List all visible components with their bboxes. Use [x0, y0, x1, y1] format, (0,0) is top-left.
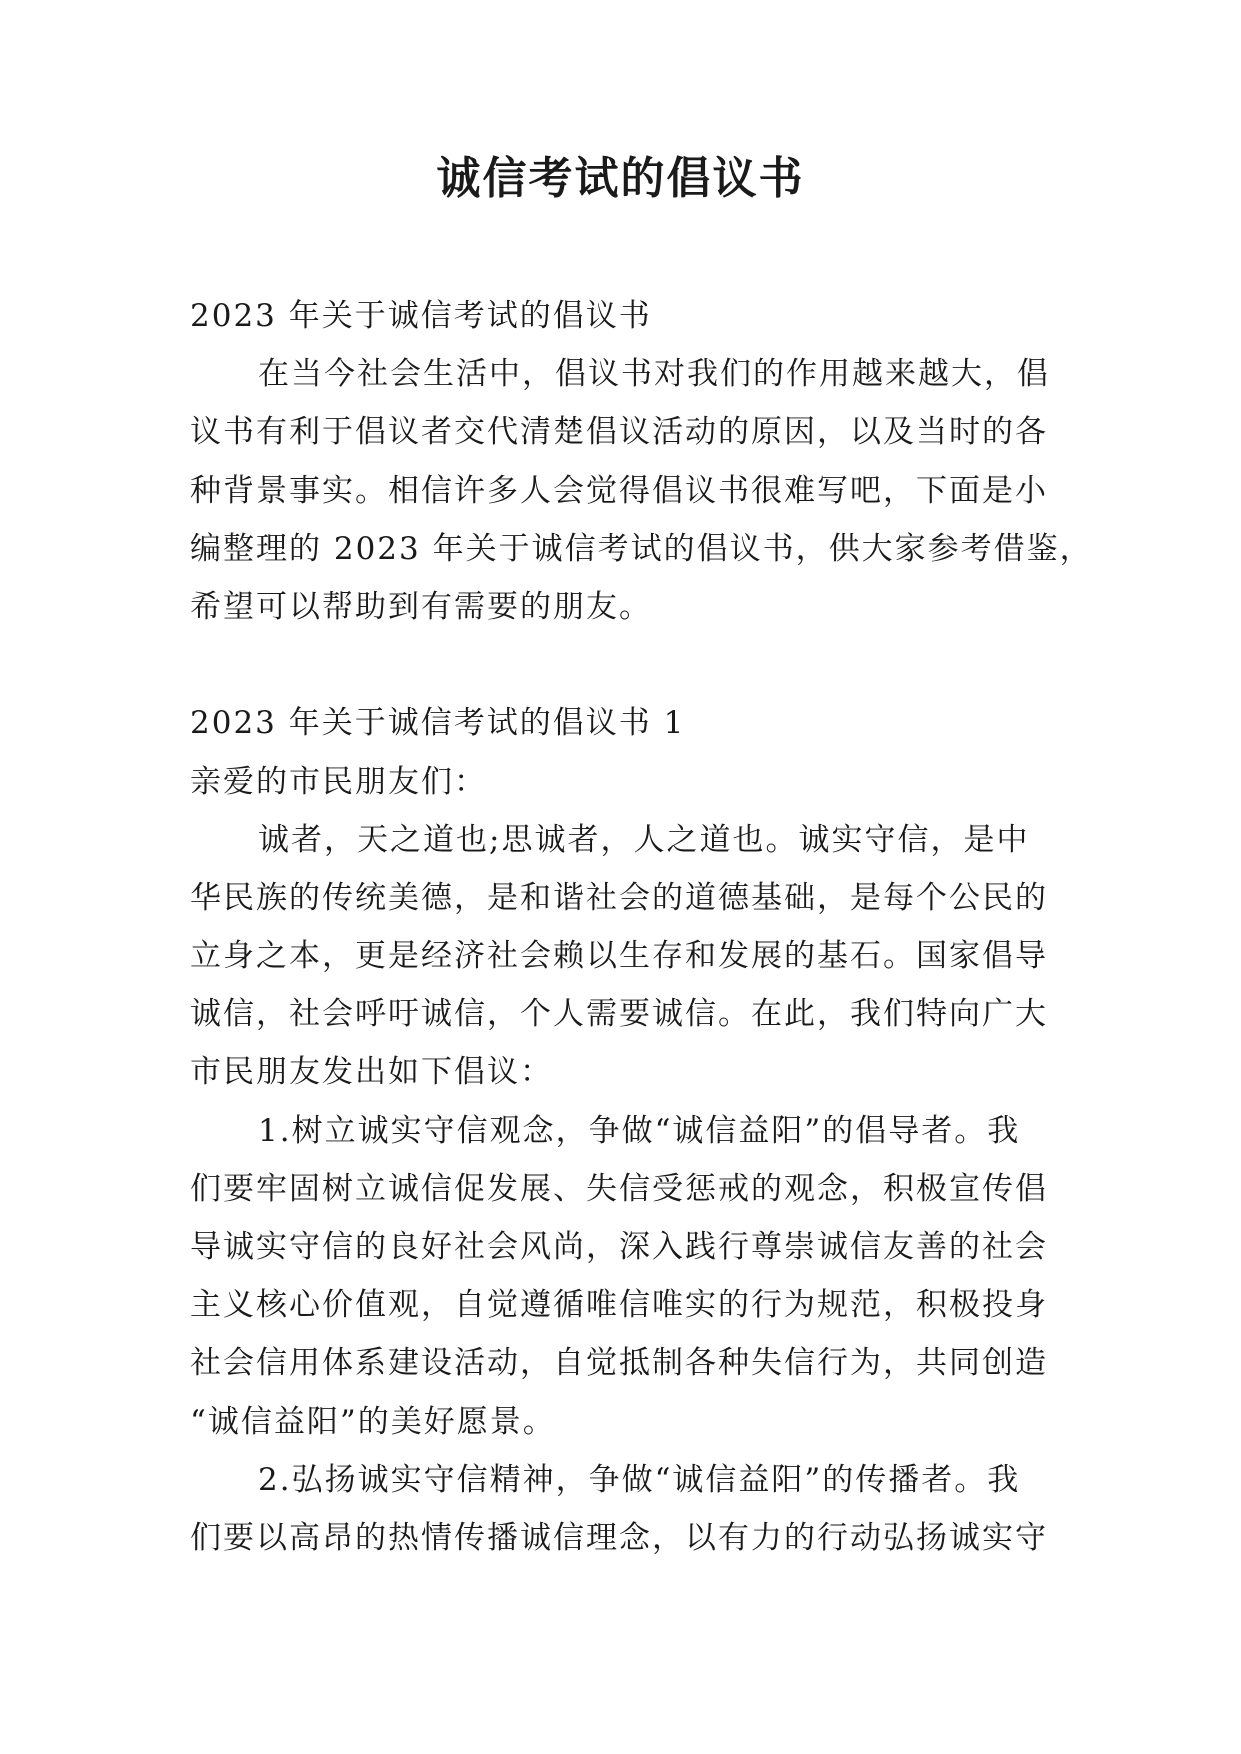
- paragraph-line: 1.树立诚实守信观念，争做“诚信益阳”的倡导者。我: [258, 1112, 1021, 1149]
- paragraph-line: 市民朋友发出如下倡议：: [190, 1054, 553, 1091]
- paragraph-line: 编整理的 2023 年关于诚信考试的倡议书，供大家参考借鉴，: [190, 530, 1093, 567]
- proposal-item-2: [190, 1451, 1070, 1567]
- paragraph-line: 希望可以帮助到有需要的朋友。: [190, 588, 652, 625]
- paragraph-line: 导诚实守信的良好社会风尚，深入践行尊崇诚信友善的社会: [190, 1229, 1048, 1265]
- intro-paragraph: [190, 345, 1093, 636]
- document-title: 诚信考试的倡议书: [436, 153, 805, 204]
- paragraph-line: 在当今社会生活中，倡议书对我们的作用越来越大，倡: [258, 356, 1050, 393]
- document-heading: 2023 年关于诚信考试的倡议书: [190, 298, 652, 334]
- paragraph-line: 社会信用体系建设活动，自觉抵制各种失信行为，共同创造: [190, 1345, 1048, 1382]
- paragraph-line: 华民族的传统美德，是和谐社会的道德基础，是每个公民的: [190, 879, 1048, 916]
- paragraph-line: “诚信益阳”的美好愿景。: [190, 1403, 556, 1440]
- paragraph-line: 议书有利于倡议者交代清楚倡议活动的原因，以及当时的各: [190, 414, 1048, 451]
- section-title: 2023 年关于诚信考试的倡议书 1: [190, 705, 686, 742]
- document-body: [190, 287, 1093, 1567]
- paragraph-line: 诚信，社会呼吁诚信，个人需要诚信。在此，我们特向广大: [190, 996, 1048, 1033]
- proposal-item-1: [190, 1102, 1070, 1451]
- body-paragraph: [190, 811, 1070, 1102]
- paragraph-line: 种背景事实。相信许多人会觉得倡议书很难写吧，下面是小: [190, 472, 1048, 509]
- paragraph-line: 们要牢固树立诚信促发展、失信受惩戒的观念，积极宣传倡: [190, 1170, 1048, 1207]
- salutation: 亲爱的市民朋友们：: [190, 763, 487, 800]
- paragraph-line: 2.弘扬诚实守信精神，争做“诚信益阳”的传播者。我: [258, 1461, 1021, 1498]
- blank-line: [190, 636, 1070, 694]
- paragraph-line: 主义核心价值观，自觉遵循唯信唯实的行为规范，积极投身: [190, 1287, 1048, 1324]
- paragraph-line: 们要以高昂的热情传播诚信理念，以有力的行动弘扬诚实守: [190, 1519, 1048, 1556]
- paragraph-line: 诚者，天之道也;思诚者，人之道也。诚实守信，是中: [258, 821, 1030, 858]
- paragraph-line: 立身之本，更是经济社会赖以生存和发展的基石。国家倡导: [190, 938, 1048, 975]
